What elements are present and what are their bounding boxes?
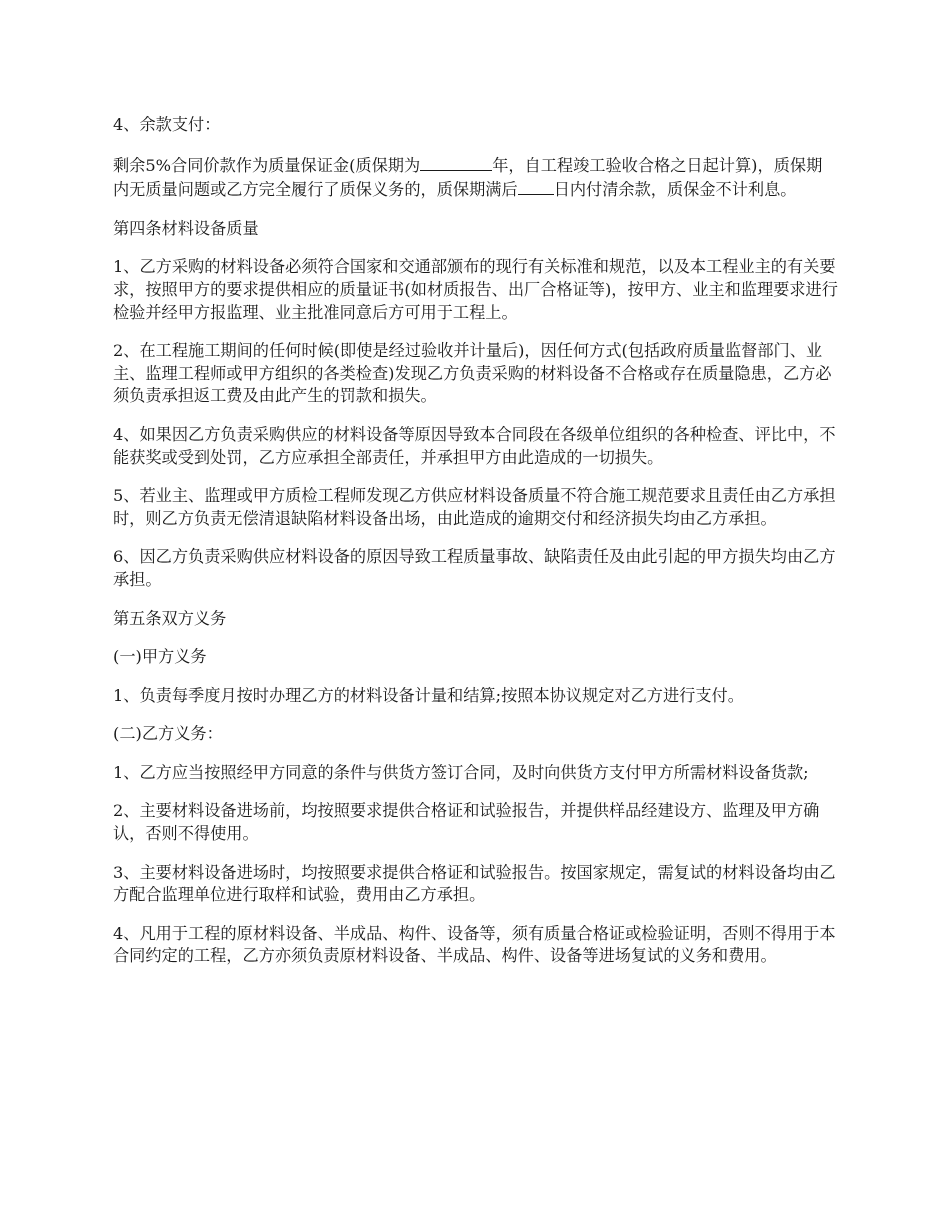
warranty-text-part2: 年，自工程竣工验收合格之日起计算)，质保期内无质量问题或乙方完全履行了质保义务的，质保期满后 <box>113 155 823 200</box>
quality-clause-2: 2、在工程施工期间的任何时候(即使是经过验收并计量后)，因任何方式(包括政府质量监督部门、业主、监理工程师或甲方组织的各类检查)发现乙方负责采购的材料设备不合格或存在质量隐患，乙方必须负责承担返工费及由此产生的罚款和损失。 <box>113 341 832 406</box>
party-b-obligation-2: 2、主要材料设备进场前，均按照要求提供合格证和试验报告，并提供样品经建设方、监理及甲方确认，否则不得使用。 <box>113 801 820 844</box>
party-a-obligations-heading: (一)甲方义务 <box>113 647 207 667</box>
party-b-obligation-1: 1、乙方应当按照经甲方同意的条件与供货方签订合同，及时向供货方支付甲方所需材料设备货款; <box>113 762 809 782</box>
quality-clause-6: 6、因乙方负责采购供应材料设备的原因导致工程质量事故、缺陷责任及由此引起的甲方损失均由乙方承担。 <box>113 547 836 589</box>
payment-days-blank <box>518 177 554 195</box>
warranty-period-blank <box>420 153 492 171</box>
article-four-title: 第四条材料设备质量 <box>113 218 259 238</box>
article-five-title: 第五条双方义务 <box>113 608 227 628</box>
quality-clause-1: 1、乙方采购的材料设备必须符合国家和交通部颁布的现行有关标准和规范，以及本工程业主的有关要求，按照甲方的要求提供相应的质量证书(如材质报告、出厂合格证等)，按甲方、业主和监理要求进行检验并经甲方报监理、业主批准同意后方可用于工程上。 <box>113 257 838 322</box>
warranty-text-part3: 日内付清余款，质保金不计利息。 <box>553 180 797 200</box>
party-b-obligations-heading: (二)乙方义务： <box>113 724 223 744</box>
clause-balance-payment-heading: 4、余款支付： <box>113 115 221 134</box>
warranty-text-part1: 剩余5%合同价款作为质量保证金(质保期为 <box>113 155 421 175</box>
clause-balance-payment-text <box>113 153 838 202</box>
party-a-obligation-1: 1、负责每季度月按时办理乙方的材料设备计量和结算;按照本协议规定对乙方进行支付。 <box>113 685 744 705</box>
quality-clause-5: 5、若业主、监理或甲方质检工程师发现乙方供应材料设备质量不符合施工规范要求且责任由乙方承担时，则乙方负责无偿清退缺陷材料设备出场，由此造成的逾期交付和经济损失均由乙方承担。 <box>113 486 836 528</box>
party-b-obligation-3: 3、主要材料设备进场时，均按照要求提供合格证和试验报告。按国家规定，需复试的材料设备均由乙方配合监理单位进行取样和试验，费用由乙方承担。 <box>113 862 836 905</box>
party-b-obligation-4: 4、凡用于工程的原材料设备、半成品、构件、设备等，须有质量合格证或检验证明，否则不得用于本合同约定的工程，乙方亦须负责原材料设备、半成品、构件、设备等进场复试的义务和费用。 <box>113 923 836 966</box>
quality-clause-4: 4、如果因乙方负责采购供应的材料设备等原因导致本合同段在各级单位组织的各种检查、评比中，不能获奖或受到处罚，乙方应承担全部责任，并承担甲方由此造成的一切损失。 <box>113 424 836 467</box>
document-page <box>113 114 838 984</box>
